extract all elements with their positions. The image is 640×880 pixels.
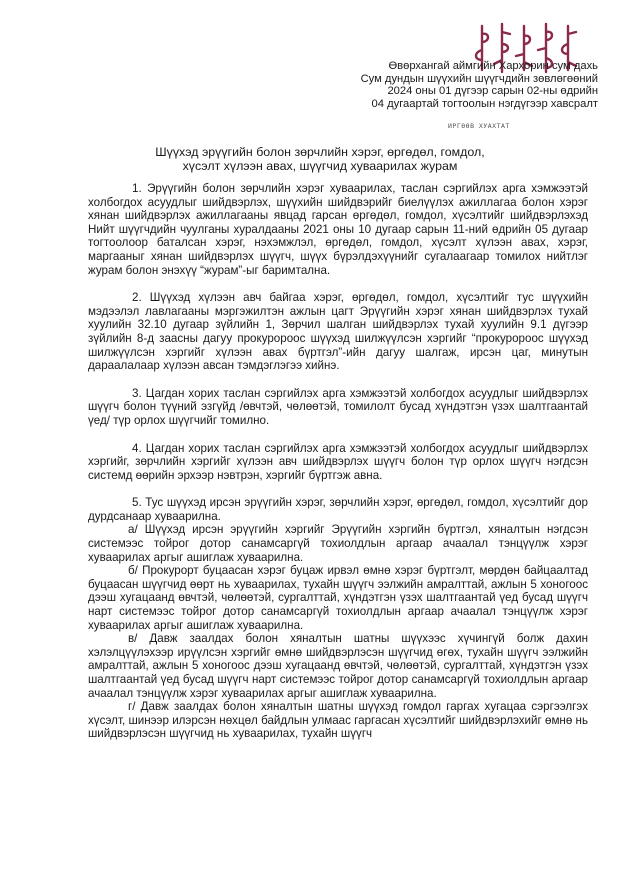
paragraph-1: 1. Эрүүгийн болон зөрчлийн хэрэг хуваарилах, таслан сэргийлэх арга хэмжээтэй холбогдох асуудлыг шийдвэрлэх, шүүхийн шийдвэрийг биелүүлэх ажиллагаа болон хэрэг хянан шийдвэрлэх ажиллагааны явцад гарсан өргөдөл, гомдол, хүсэлтийг шийдвэрлэхэд Нийт шүүгчдийн чуулганы хуралдааны 2021 оны 10 дугаар сарын 11-ний өдрийн 05 дугаар тогтоолоор баталсан хэрэг, нэхэмжлэл, өргөдөл, гомдол, хүсэлт хүлээн авах, хэрэг, маргааныг хянан шийдвэрлэх шүүгч, шүүх бүрэлдэхүүнийг сугалаагаар томилох нийтлэг журам болон энэхүү “журам”-ыг баримтална. <box>88 182 588 277</box>
paragraph-5-a: а/ Шүүхэд ирсэн эрүүгийн хэргийг Эрүүгийн хэргийн бүртгэл, хяналтын нэгдсэн системээс тойрог дотор санамсаргүй тохиолдлын аргаар ачаалал тэнцүүлж хэрэг хуваарилах аргыг ашиглаж хуваарилна. <box>88 523 588 564</box>
header-line: Сум дундын шүүхийн шүүгчдийн зөвлөгөөний <box>360 72 598 85</box>
header-line: Өвөрхангай аймгийн Хархорин сум дахь <box>388 60 598 72</box>
document-title <box>0 145 640 173</box>
title-line: Шүүхэд эрүүгийн болон зөрчлийн хэрэг, өргөдөл, гомдол, <box>155 145 485 159</box>
registration-stamp: ИРГӨӨВ ХУАХТАТ <box>448 122 510 130</box>
header-line: 2024 оны 01 дүгээр сарын 02-ны өдрийн <box>387 85 598 98</box>
paragraph-5: 5. Тус шүүхэд ирсэн эрүүгийн хэрэг, зөрчлийн хэрэг, өргөдөл, гомдол, хүсэлтийг дор дурдсанаар хуваарилна. <box>88 496 588 523</box>
paragraph-2: 2. Шүүхэд хүлээн авч байгаа хэрэг, өргөдөл, гомдол, хүсэлтийг тус шүүхийн мэдээлэл лавлагааны мэргэжилтэн ажлын цагт Эрүүгийн хэрэг хянан шийдвэрлэх тухай хуулийн 32.10 дугаар зүйлийн 1, Зөрчил шалган шийдвэрлэх тухай хуулийн 9.1 дүгээр зүйлийн 8-д заасны дагуу прокуророос шүүхэд шилжүүлсэн хэргийг “прокуророос шүүхэд шилжүүлсэн хэргийг хүлээн авах бүртгэл”-ийн дагуу шалгаж, ирсэн цаг, минутын дараалалаар хүлээн авсан тэмдэглэгээ хийнэ. <box>88 291 588 373</box>
title-line: хүсэлт хүлээн авах, шүүгчид хуваарилах журам <box>182 159 458 173</box>
paragraph-5-v: в/ Давж заалдах болон хяналтын шатны шүүхээс хүчингүй болж дахин хэлэлцүүлэхээр ирүүлсэн хэргийг өмнө шийдвэрлэсэн шүүгчид өгөх, тухайн шүүгч ээлжийн амралттай, ажлын 5 хоногоос дээш хугацаанд өвчтэй, чөлөөтэй, сургалттай, хүндэтгэн үзэх шалтгаантай үед бусад шүүгч нарт системээс тойрог дотор санамсаргүй тохиолдлын аргаар ачаалал тэнцүүлж хэрэг хуваарилах аргыг ашиглаж хуваарилна. <box>88 632 588 700</box>
paragraph-4: 4. Цагдан хорих таслан сэргийлэх арга хэмжээтэй холбогдох асуудлыг шийдвэрлэх хэргийг, зөрчлийн хэргийг хүлээн авч шийдвэрлэх шүүгч болон түр орлох шүүгч нэгдсэн системд өөрийн эрхээр нэвтрэн, хэргийг бүртгэж авна. <box>88 441 588 482</box>
paragraph-5-b: б/ Прокурорт буцаасан хэрэг буцаж ирвэл өмнө хэрэг бүртгэлт, мөрдөн байцаалтад буцаасан шүүгчид өөрт нь хуваарилах, тухайн шүүгч ээлжийн амралттай, ажлын 5 хоногоос дээш хугацаанд өвчтэй, чөлөөтэй, сургалттай, хүндэтгэн үзэх шалтгаантай үед бусад шүүгч нарт системээс тойрог дотор санамсаргүй тохиолдлын аргаар ачаалал тэнцүүлж хэрэг хуваарилах аргыг ашиглаж хуваарилна. <box>88 564 588 632</box>
appendix-header <box>178 60 598 110</box>
paragraph-3: 3. Цагдан хорих таслан сэргийлэх арга хэмжээтэй холбогдох асуудлыг шийдвэрлэх шүүгч болон түүний эзгүйд /өвчтэй, чөлөөтэй, томилолт бусад хүндэтгэн үзэх шалтгаантай үед/ түр орлох шүүгчийг томилно. <box>88 386 588 427</box>
document-body <box>88 182 588 741</box>
paragraph-5-g: г/ Давж заалдах болон хяналтын шатны шүүхэд гомдол гаргах хугацаа сэргээлгэх хүсэлт, шинээр илэрсэн нөхцөл байдлын улмаас гаргасан хүсэлтийг шийдвэрлэхийг өмнө нь шийдвэрлэсэн шүүгчид нь хуваарилах, тухайн шүүгч <box>88 700 588 741</box>
header-line: 04 дугаартай тогтоолын нэгдүгээр хавсралт <box>371 97 598 110</box>
